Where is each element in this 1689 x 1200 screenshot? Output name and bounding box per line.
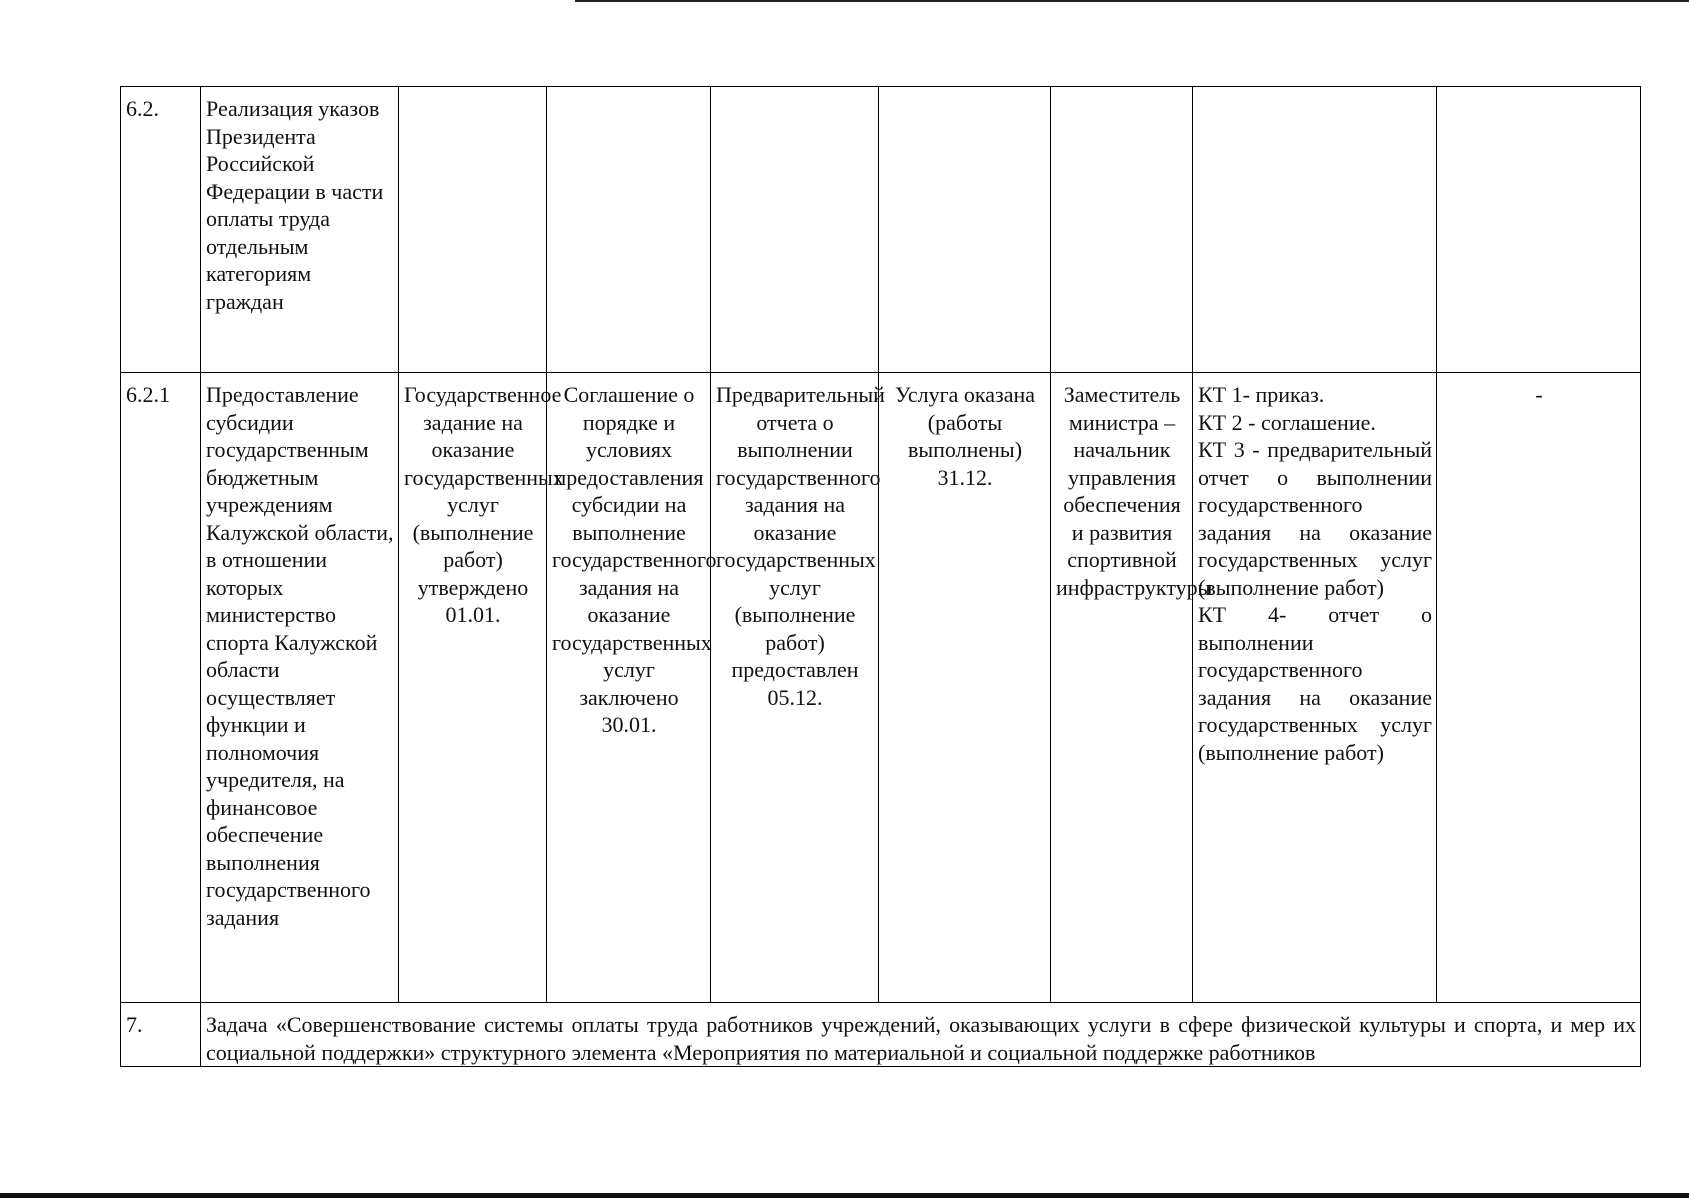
task-text: Задача «Совершенствование системы оплаты труда работников учреждений, оказывающих услуги в сфере физической культуры и спорта, и мер их социальной поддержки» структурного элемента «Мероприятия по материальной и социальной поддержке работников	[201, 1003, 1641, 1067]
event-3-cell: Предварительный отчета о выполнении государственного задания на оказание государственных услуг (выполнение работ) предоставлен 05.12.	[711, 373, 879, 1003]
control-point: КТ 1- приказ.	[1198, 382, 1325, 407]
empty-cell	[399, 87, 547, 373]
control-point: КТ 2 - соглашение.	[1198, 409, 1376, 435]
scan-edge-top	[575, 0, 1689, 2]
table-row-7	[121, 1003, 1641, 1067]
responsible-cell: Заместитель министра – начальник управления обеспечения и развития спортивной инфраструктуры	[1051, 373, 1193, 1003]
row-number: 7.	[121, 1003, 201, 1067]
table-row-6-2	[121, 87, 1641, 373]
event-2-cell: Соглашение о порядке и условиях предоставления субсидии на выполнение государственного задания на оказание государственных услуг заключено 30.01.	[547, 373, 711, 1003]
empty-cell	[1437, 87, 1641, 373]
event-1-cell: Государственное задание на оказание государственных услуг (выполнение работ) утверждено 01.01.	[399, 373, 547, 1003]
empty-cell	[1051, 87, 1193, 373]
empty-cell	[879, 87, 1051, 373]
empty-cell	[1193, 87, 1437, 373]
empty-cell	[711, 87, 879, 373]
last-column-cell: -	[1437, 373, 1641, 1003]
control-point: КТ 3 - предварительный отчет о выполнении государственного задания на оказание государственных услуг (выполнение работ)	[1198, 437, 1432, 600]
scan-edge-bottom	[0, 1193, 1689, 1198]
row-number: 6.2.1	[121, 373, 201, 1003]
control-point: КТ 4- отчет о выполнении государственного задания на оказание государственных услуг (выполнение работ)	[1198, 602, 1432, 765]
empty-cell	[547, 87, 711, 373]
event-name: Реализация указов Президента Российской Федерации в части оплаты труда отдельным категориям граждан	[201, 87, 399, 373]
table-row-6-2-1	[121, 373, 1641, 1003]
row-number: 6.2.	[121, 87, 201, 373]
control-points-cell	[1193, 373, 1437, 1003]
event-4-cell: Услуга оказана (работы выполнены) 31.12.	[879, 373, 1051, 1003]
event-name: Предоставление субсидии государственным бюджетным учреждениям Калужской области, в отношении которых министерство спорта Калужской области осуществляет функции и полномочия учредителя, на финансовое обеспечение выполнения государственного задания	[201, 373, 399, 1003]
plan-table	[120, 86, 1641, 1067]
